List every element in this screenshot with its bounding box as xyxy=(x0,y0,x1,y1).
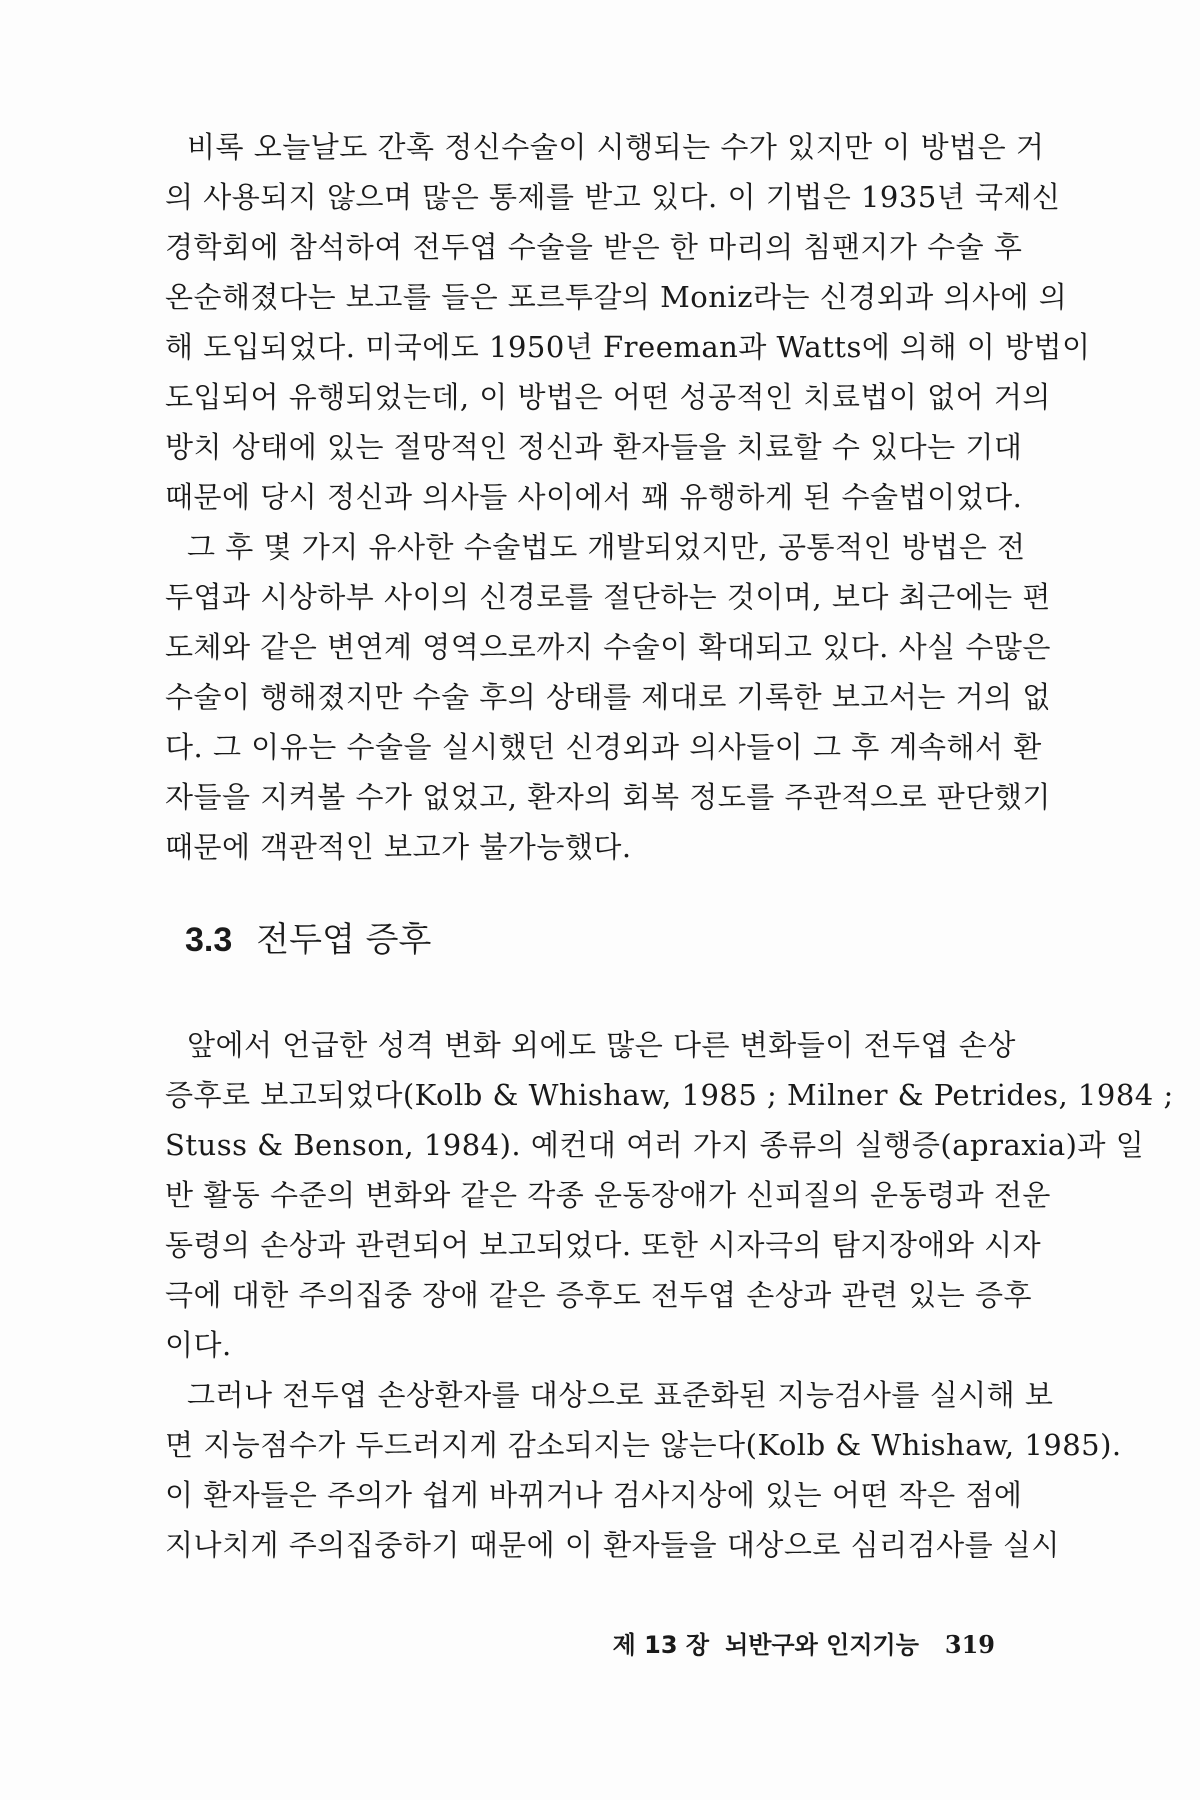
page-number: 319 xyxy=(944,1630,995,1659)
text-line: 다. 그 이유는 수술을 실시했던 신경외과 의사들이 그 후 계속해서 환 xyxy=(165,730,1042,764)
text-line: 이 환자들은 주의가 쉽게 바뀌거나 검사지상에 있는 어떤 작은 점에 xyxy=(165,1478,1023,1512)
text-line: Stuss & Benson, 1984). 예컨대 여러 가지 종류의 실행증(apraxia)과 일 xyxy=(165,1128,1145,1162)
text-block-intro xyxy=(165,122,1091,872)
text-line: 이다. xyxy=(165,1328,232,1362)
text-line: 수술이 행해졌지만 수술 후의 상태를 제대로 기록한 보고서는 거의 없 xyxy=(165,680,1051,714)
text-line: 동령의 손상과 관련되어 보고되었다. 또한 시자극의 탐지장애와 시자 xyxy=(165,1228,1042,1262)
text-line: 방치 상태에 있는 절망적인 정신과 환자들을 치료할 수 있다는 기대 xyxy=(165,430,1023,464)
text-line: 면 지능점수가 두드러지게 감소되지는 않는다(Kolb & Whishaw, 1985). xyxy=(165,1428,1122,1462)
text-line: 극에 대한 주의집중 장애 같은 증후도 전두엽 손상과 관련 있는 증후 xyxy=(165,1278,1033,1312)
text-line: 비록 오늘날도 간혹 정신수술이 시행되는 수가 있지만 이 방법은 거 xyxy=(187,130,1045,164)
text-line: 도체와 같은 변연계 영역으로까지 수술이 확대되고 있다. 사실 수많은 xyxy=(165,630,1051,664)
section-heading xyxy=(185,915,431,965)
text-line: 두엽과 시상하부 사이의 신경로를 절단하는 것이며, 보다 최근에는 편 xyxy=(165,580,1051,614)
text-line: 경학회에 참석하여 전두엽 수술을 받은 한 마리의 침팬지가 수술 후 xyxy=(165,230,1023,264)
page-footer xyxy=(597,1625,995,1665)
text-line: 때문에 당시 정신과 의사들 사이에서 꽤 유행하게 된 수술법이었다. xyxy=(165,480,1023,514)
section-number: 3.3 xyxy=(185,921,233,959)
text-block-frontal-syndrome xyxy=(165,1020,1174,1570)
section-title: 전두엽 증후 xyxy=(256,920,432,960)
text-line: 반 활동 수준의 변화와 같은 각종 운동장애가 신피질의 운동령과 전운 xyxy=(165,1178,1051,1212)
text-line: 자들을 지켜볼 수가 없었고, 환자의 회복 정도를 주관적으로 판단했기 xyxy=(165,780,1051,814)
text-line: 의 사용되지 않으며 많은 통제를 받고 있다. 이 기법은 1935년 국제신 xyxy=(165,180,1061,214)
text-line: 그 후 몇 가지 유사한 수술법도 개발되었지만, 공통적인 방법은 전 xyxy=(187,530,1026,564)
text-line: 도입되어 유행되었는데, 이 방법은 어떤 성공적인 치료법이 없어 거의 xyxy=(165,380,1051,414)
text-line: 지나치게 주의집중하기 때문에 이 환자들을 대상으로 심리검사를 실시 xyxy=(165,1528,1060,1562)
chapter-label: 제 13 장 xyxy=(612,1631,710,1659)
text-line: 때문에 객관적인 보고가 불가능했다. xyxy=(165,830,632,864)
text-line: 온순해졌다는 보고를 들은 포르투갈의 Moniz라는 신경외과 의사에 의 xyxy=(165,280,1068,314)
text-line: 증후로 보고되었다(Kolb & Whishaw, 1985 ; Milner & Petrides, 1984 ; xyxy=(165,1078,1174,1112)
chapter-title: 뇌반구와 인지기능 xyxy=(725,1631,919,1659)
text-line: 그러나 전두엽 손상환자를 대상으로 표준화된 지능검사를 실시해 보 xyxy=(187,1378,1054,1412)
text-line: 해 도입되었다. 미국에도 1950년 Freeman과 Watts에 의해 이 방법이 xyxy=(165,330,1091,364)
text-line: 앞에서 언급한 성격 변화 외에도 많은 다른 변화들이 전두엽 손상 xyxy=(187,1028,1016,1062)
